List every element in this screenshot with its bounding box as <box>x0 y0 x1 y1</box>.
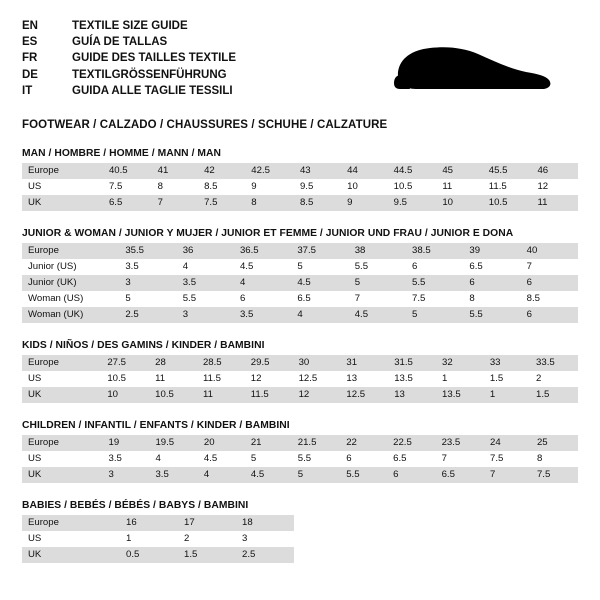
size-cell: 3 <box>236 531 294 547</box>
table-row <box>22 515 294 531</box>
size-cell: 5.5 <box>177 291 234 307</box>
size-cell: 3.5 <box>149 467 197 483</box>
size-cell: 7 <box>152 195 198 211</box>
size-cell: 6.5 <box>291 291 348 307</box>
size-cell: 12 <box>245 371 293 387</box>
size-cell: 13 <box>388 387 436 403</box>
size-cell: 29.5 <box>245 355 293 371</box>
size-cell: 8 <box>531 451 578 467</box>
size-cell: 39 <box>463 243 520 259</box>
table-row <box>22 179 578 195</box>
size-cell: 8 <box>152 179 198 195</box>
size-table <box>22 515 294 563</box>
page-header <box>22 18 578 103</box>
size-cell: 43 <box>294 163 341 179</box>
size-cell: 10 <box>101 387 149 403</box>
size-cell: 25 <box>531 435 578 451</box>
size-cell: 4.5 <box>291 275 348 291</box>
size-cell: 44.5 <box>388 163 437 179</box>
size-cell: 2 <box>178 531 236 547</box>
size-cell: 31.5 <box>388 355 436 371</box>
table-row <box>22 531 294 547</box>
size-cell: 33 <box>484 355 530 371</box>
group-heading: CHILDREN / INFANTIL / ENFANTS / KINDER / BAMBINI <box>22 420 290 431</box>
table-row <box>22 355 578 371</box>
size-cell: 18 <box>236 515 294 531</box>
size-cell: 5 <box>119 291 176 307</box>
group-heading: BABIES / BEBÉS / BÉBÉS / BABYS / BAMBINI <box>22 500 249 511</box>
language-title: GUIDE DES TAILLES TEXTILE <box>72 52 236 65</box>
size-table <box>22 243 578 323</box>
size-cell: 6.5 <box>103 195 152 211</box>
size-cell: 35.5 <box>119 243 176 259</box>
size-cell: 11 <box>436 179 482 195</box>
size-cell: 5 <box>406 307 463 323</box>
size-cell: 1.5 <box>530 387 578 403</box>
row-label: Europe <box>22 355 101 371</box>
size-cell: 2.5 <box>119 307 176 323</box>
language-code: EN <box>22 20 38 32</box>
size-cell: 21.5 <box>292 435 340 451</box>
size-cell: 12.5 <box>293 371 341 387</box>
size-cell: 2.5 <box>236 547 294 563</box>
row-label: UK <box>22 547 120 563</box>
size-cell: 11 <box>531 195 578 211</box>
table-row <box>22 163 578 179</box>
size-cell: 36.5 <box>234 243 291 259</box>
size-cell: 31 <box>340 355 388 371</box>
size-cell: 3 <box>177 307 234 323</box>
table-row <box>22 467 578 483</box>
size-cell: 42 <box>198 163 245 179</box>
size-cell: 28.5 <box>197 355 245 371</box>
table-row <box>22 547 294 563</box>
row-label: US <box>22 531 120 547</box>
size-cell: 30 <box>293 355 341 371</box>
size-cell: 5.5 <box>292 451 340 467</box>
language-title-block <box>22 18 236 99</box>
language-code: ES <box>22 36 38 49</box>
table-row <box>22 275 578 291</box>
size-cell: 6 <box>387 467 435 483</box>
size-cell: 7.5 <box>484 451 531 467</box>
size-cell: 8.5 <box>521 291 578 307</box>
size-cell: 6.5 <box>463 259 520 275</box>
row-label: US <box>22 371 101 387</box>
size-cell: 10 <box>341 179 387 195</box>
size-cell: 9 <box>245 179 294 195</box>
size-cell: 4.5 <box>198 451 245 467</box>
size-cell: 4.5 <box>349 307 406 323</box>
size-cell: 12 <box>531 179 578 195</box>
size-cell: 5.5 <box>349 259 406 275</box>
size-cell: 5.5 <box>340 467 387 483</box>
size-group-man <box>22 148 578 211</box>
row-label: US <box>22 179 103 195</box>
size-cell: 11 <box>149 371 197 387</box>
size-cell: 1 <box>484 387 530 403</box>
language-title: GUIDA ALLE TAGLIE TESSILI <box>72 84 233 97</box>
row-label: Woman (US) <box>22 291 119 307</box>
size-cell: 7.5 <box>531 467 578 483</box>
row-label: Europe <box>22 515 120 531</box>
size-cell: 6 <box>234 291 291 307</box>
size-cell: 37.5 <box>291 243 348 259</box>
size-group-children <box>22 420 578 483</box>
size-cell: 11.5 <box>483 179 532 195</box>
size-cell: 5 <box>245 451 292 467</box>
size-cell: 8.5 <box>294 195 341 211</box>
size-cell: 44 <box>341 163 387 179</box>
size-cell: 20 <box>198 435 245 451</box>
size-cell: 3.5 <box>234 307 291 323</box>
size-cell: 3.5 <box>177 275 234 291</box>
size-cell: 7 <box>521 259 578 275</box>
size-cell: 40.5 <box>103 163 152 179</box>
table-row <box>22 195 578 211</box>
size-cell: 7.5 <box>103 179 152 195</box>
size-cell: 19 <box>103 435 150 451</box>
size-cell: 9.5 <box>294 179 341 195</box>
size-cell: 41 <box>152 163 198 179</box>
size-cell: 7 <box>436 451 484 467</box>
size-cell: 38.5 <box>406 243 463 259</box>
size-cell: 7.5 <box>406 291 463 307</box>
size-cell: 1.5 <box>178 547 236 563</box>
size-cell: 5 <box>292 467 340 483</box>
size-cell: 4 <box>198 467 245 483</box>
group-heading: JUNIOR & WOMAN / JUNIOR Y MUJER / JUNIOR ET FEMME / JUNIOR UND FRAU / JUNIOR E DONA <box>22 228 514 239</box>
language-row <box>22 34 236 50</box>
row-label: Woman (UK) <box>22 307 119 323</box>
size-cell: 23.5 <box>436 435 484 451</box>
language-row <box>22 50 236 66</box>
size-cell: 45 <box>436 163 482 179</box>
size-cell: 13.5 <box>388 371 436 387</box>
size-cell: 6 <box>521 307 578 323</box>
table-row <box>22 371 578 387</box>
size-cell: 11.5 <box>197 371 245 387</box>
size-cell: 38 <box>349 243 406 259</box>
size-cell: 6 <box>521 275 578 291</box>
size-cell: 24 <box>484 435 531 451</box>
size-cell: 3.5 <box>119 259 176 275</box>
table-row <box>22 307 578 323</box>
size-cell: 6 <box>406 259 463 275</box>
row-label: US <box>22 451 103 467</box>
size-cell: 42.5 <box>245 163 294 179</box>
size-cell: 4.5 <box>245 467 292 483</box>
row-label: Junior (UK) <box>22 275 119 291</box>
size-cell: 45.5 <box>483 163 532 179</box>
size-cell: 6.5 <box>436 467 484 483</box>
size-cell: 5.5 <box>406 275 463 291</box>
size-table <box>22 355 578 403</box>
language-title: GUÍA DE TALLAS <box>72 36 168 49</box>
row-label: UK <box>22 195 103 211</box>
language-title: TEXTILE SIZE GUIDE <box>72 20 188 32</box>
table-row <box>22 451 578 467</box>
size-cell: 10 <box>436 195 482 211</box>
size-cell: 10.5 <box>483 195 532 211</box>
size-cell: 7 <box>484 467 531 483</box>
size-cell: 3.5 <box>103 451 150 467</box>
size-cell: 28 <box>149 355 197 371</box>
group-heading: MAN / HOMBRE / HOMME / MANN / MAN <box>22 148 221 159</box>
row-label: Europe <box>22 435 103 451</box>
size-cell: 6.5 <box>387 451 435 467</box>
size-cell: 12 <box>293 387 341 403</box>
language-title: TEXTILGRÖSSENFÜHRUNG <box>72 68 227 81</box>
size-cell: 4 <box>177 259 234 275</box>
size-cell: 8.5 <box>198 179 245 195</box>
size-cell: 4 <box>149 451 197 467</box>
size-cell: 10.5 <box>101 371 149 387</box>
size-cell: 7 <box>349 291 406 307</box>
size-cell: 9 <box>341 195 387 211</box>
size-cell: 0.5 <box>120 547 178 563</box>
size-cell: 8 <box>463 291 520 307</box>
language-row <box>22 83 236 99</box>
language-row <box>22 67 236 83</box>
size-cell: 5 <box>349 275 406 291</box>
size-cell: 10.5 <box>149 387 197 403</box>
row-label: UK <box>22 467 103 483</box>
size-cell: 2 <box>530 371 578 387</box>
size-cell: 33.5 <box>530 355 578 371</box>
language-code: FR <box>22 52 38 65</box>
row-label: Europe <box>22 243 119 259</box>
size-cell: 6 <box>340 451 387 467</box>
dress-shoe-silhouette-icon <box>386 28 556 103</box>
size-group-babies <box>22 500 578 563</box>
language-code: IT <box>22 84 33 97</box>
size-cell: 13.5 <box>436 387 484 403</box>
size-cell: 10.5 <box>388 179 437 195</box>
size-cell: 32 <box>436 355 484 371</box>
size-tables <box>22 148 578 563</box>
size-group-kids <box>22 340 578 403</box>
size-table <box>22 163 578 211</box>
size-cell: 40 <box>521 243 578 259</box>
table-row <box>22 259 578 275</box>
table-row <box>22 387 578 403</box>
size-cell: 1 <box>436 371 484 387</box>
size-cell: 27.5 <box>101 355 149 371</box>
size-cell: 17 <box>178 515 236 531</box>
size-cell: 3 <box>103 467 150 483</box>
size-cell: 6 <box>463 275 520 291</box>
size-cell: 1.5 <box>484 371 530 387</box>
size-table <box>22 435 578 483</box>
group-heading: KIDS / NIÑOS / DES GAMINS / KINDER / BAMBINI <box>22 340 265 351</box>
language-code: DE <box>22 68 38 81</box>
language-row <box>22 18 236 34</box>
section-title: FOOTWEAR / CALZADO / CHAUSSURES / SCHUHE / CALZATURE <box>22 119 388 131</box>
size-cell: 8 <box>245 195 294 211</box>
table-row <box>22 291 578 307</box>
size-group-junior <box>22 228 578 323</box>
row-label: Junior (US) <box>22 259 119 275</box>
size-cell: 7.5 <box>198 195 245 211</box>
size-cell: 13 <box>340 371 388 387</box>
size-cell: 19.5 <box>149 435 197 451</box>
size-cell: 22.5 <box>387 435 435 451</box>
size-cell: 5.5 <box>463 307 520 323</box>
table-row <box>22 435 578 451</box>
size-cell: 22 <box>340 435 387 451</box>
size-cell: 36 <box>177 243 234 259</box>
size-cell: 1 <box>120 531 178 547</box>
size-cell: 3 <box>119 275 176 291</box>
size-cell: 46 <box>531 163 578 179</box>
size-cell: 5 <box>291 259 348 275</box>
size-cell: 11 <box>197 387 245 403</box>
size-cell: 4.5 <box>234 259 291 275</box>
size-cell: 21 <box>245 435 292 451</box>
size-cell: 11.5 <box>245 387 293 403</box>
row-label: Europe <box>22 163 103 179</box>
size-cell: 16 <box>120 515 178 531</box>
size-cell: 4 <box>291 307 348 323</box>
size-cell: 4 <box>234 275 291 291</box>
table-row <box>22 243 578 259</box>
size-cell: 12.5 <box>340 387 388 403</box>
size-cell: 9.5 <box>388 195 437 211</box>
row-label: UK <box>22 387 101 403</box>
